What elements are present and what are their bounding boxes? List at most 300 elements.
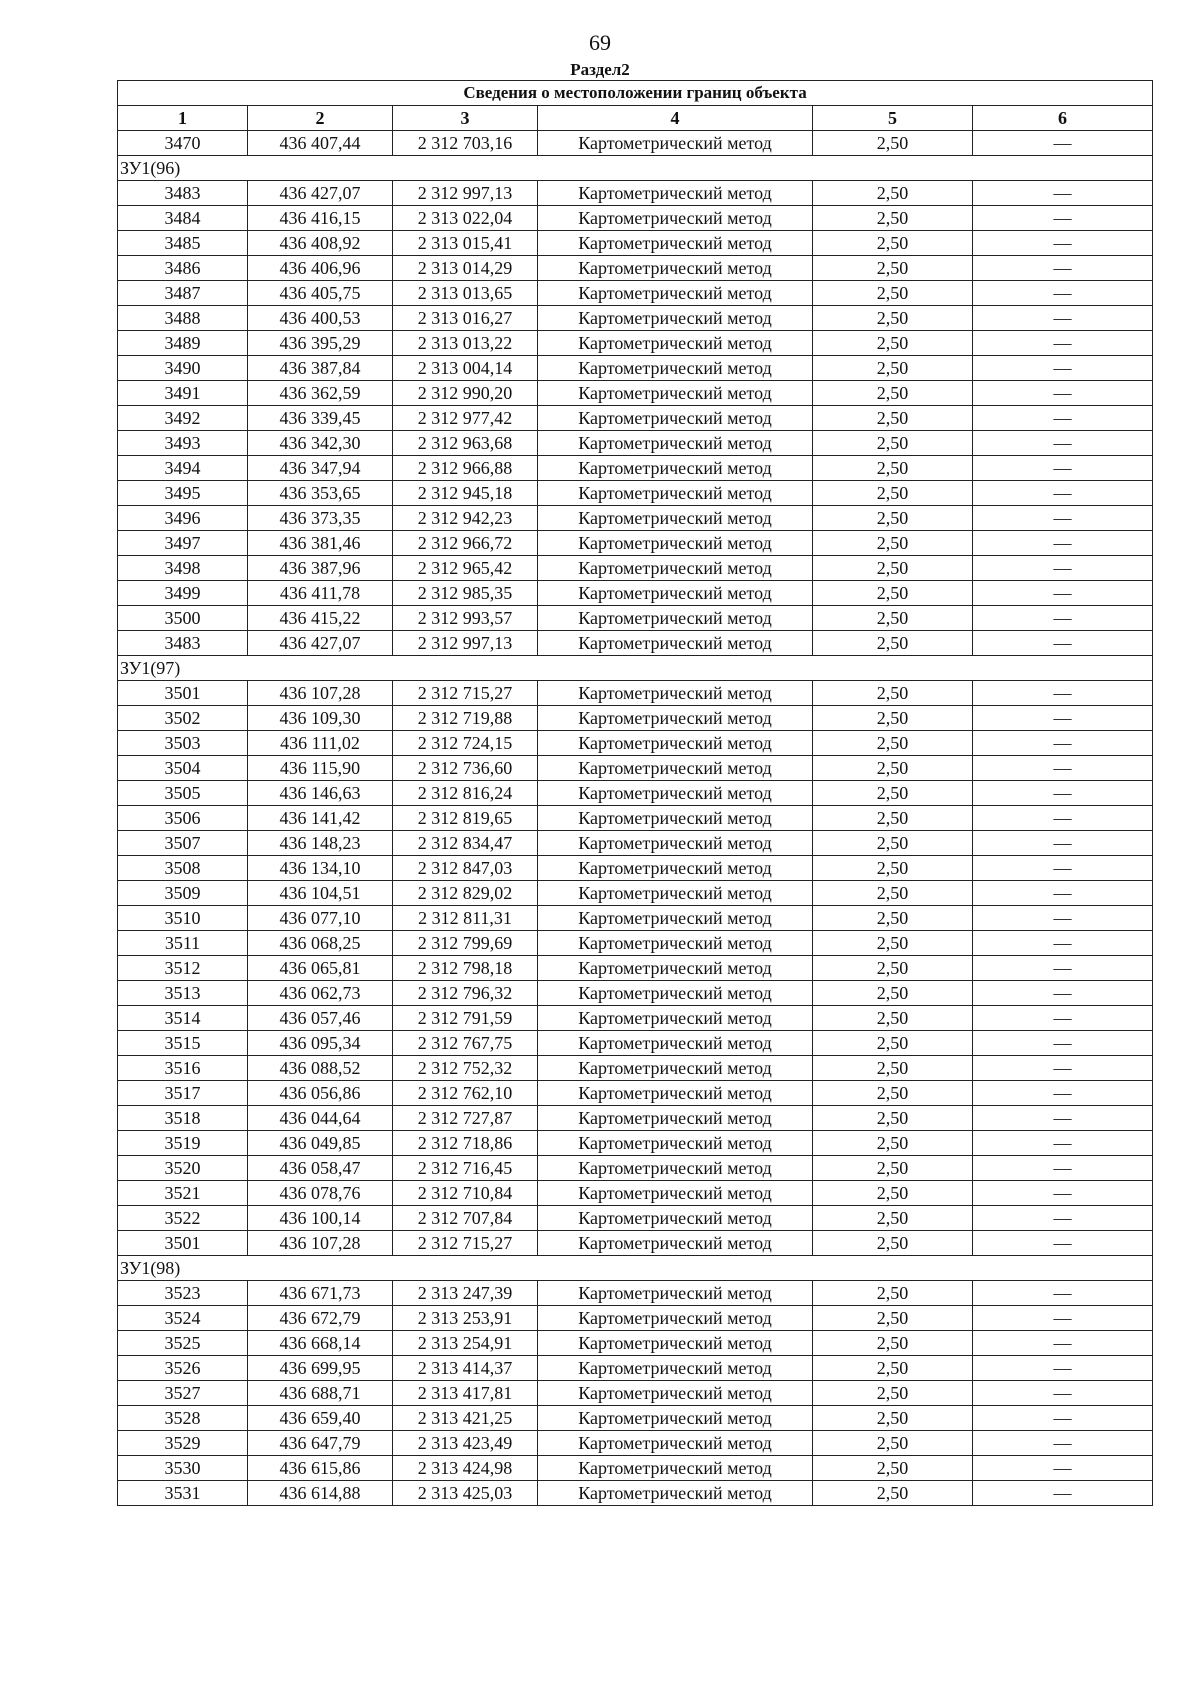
y-coordinate-cell: 2 313 421,25 [393,1406,538,1431]
table-row [118,856,1153,881]
y-coordinate-cell: 2 313 247,39 [393,1281,538,1306]
description-cell: — [973,431,1153,456]
point-number-cell: 3515 [118,1031,248,1056]
point-number-cell: 3531 [118,1481,248,1506]
point-number-cell: 3521 [118,1181,248,1206]
precision-cell: 2,50 [813,531,973,556]
description-cell: — [973,1031,1153,1056]
y-coordinate-cell: 2 312 762,10 [393,1081,538,1106]
description-cell: — [973,131,1153,156]
method-cell: Картометрический метод [538,1006,813,1031]
table-row [118,131,1153,156]
method-cell: Картометрический метод [538,281,813,306]
description-cell: — [973,1306,1153,1331]
method-cell: Картометрический метод [538,456,813,481]
y-coordinate-cell: 2 312 963,68 [393,431,538,456]
precision-cell: 2,50 [813,306,973,331]
point-number-cell: 3513 [118,981,248,1006]
y-coordinate-cell: 2 312 966,72 [393,531,538,556]
table-row [118,931,1153,956]
table-row [118,1056,1153,1081]
point-number-cell: 3497 [118,531,248,556]
precision-cell: 2,50 [813,1281,973,1306]
point-number-cell: 3523 [118,1281,248,1306]
y-coordinate-cell: 2 312 966,88 [393,456,538,481]
description-cell: — [973,481,1153,506]
y-coordinate-cell: 2 313 253,91 [393,1306,538,1331]
point-number-cell: 3499 [118,581,248,606]
table-row [118,1131,1153,1156]
table-row [118,1156,1153,1181]
method-cell: Картометрический метод [538,631,813,656]
precision-cell: 2,50 [813,1356,973,1381]
method-cell: Картометрический метод [538,131,813,156]
description-cell: — [973,1206,1153,1231]
section-title: Раздел2 [570,60,630,79]
point-number-cell: 3525 [118,1331,248,1356]
description-cell: — [973,1056,1153,1081]
precision-cell: 2,50 [813,806,973,831]
point-number-cell: 3502 [118,706,248,731]
x-coordinate-cell: 436 107,28 [248,1231,393,1256]
description-cell: — [973,1181,1153,1206]
group-row [118,1256,1153,1281]
description-cell: — [973,1081,1153,1106]
x-coordinate-cell: 436 134,10 [248,856,393,881]
page-number: 69 [589,30,611,55]
x-coordinate-cell: 436 407,44 [248,131,393,156]
y-coordinate-cell: 2 312 724,15 [393,731,538,756]
x-coordinate-cell: 436 353,65 [248,481,393,506]
method-cell: Картометрический метод [538,1181,813,1206]
x-coordinate-cell: 436 405,75 [248,281,393,306]
point-number-cell: 3511 [118,931,248,956]
x-coordinate-cell: 436 427,07 [248,631,393,656]
description-cell: — [973,606,1153,631]
column-header: 4 [538,106,813,131]
precision-cell: 2,50 [813,406,973,431]
y-coordinate-cell: 2 313 022,04 [393,206,538,231]
point-number-cell: 3486 [118,256,248,281]
precision-cell: 2,50 [813,956,973,981]
table-row [118,906,1153,931]
table-row [118,731,1153,756]
method-cell: Картометрический метод [538,806,813,831]
table-row [118,956,1153,981]
method-cell: Картометрический метод [538,406,813,431]
x-coordinate-cell: 436 077,10 [248,906,393,931]
point-number-cell: 3507 [118,831,248,856]
y-coordinate-cell: 2 312 829,02 [393,881,538,906]
point-number-cell: 3530 [118,1456,248,1481]
x-coordinate-cell: 436 339,45 [248,406,393,431]
method-cell: Картометрический метод [538,881,813,906]
description-cell: — [973,356,1153,381]
description-cell: — [973,331,1153,356]
method-cell: Картометрический метод [538,256,813,281]
y-coordinate-cell: 2 312 799,69 [393,931,538,956]
x-coordinate-cell: 436 373,35 [248,506,393,531]
precision-cell: 2,50 [813,431,973,456]
x-coordinate-cell: 436 068,25 [248,931,393,956]
y-coordinate-cell: 2 313 414,37 [393,1356,538,1381]
description-cell: — [973,1156,1153,1181]
method-cell: Картометрический метод [538,1131,813,1156]
column-header: 6 [973,106,1153,131]
method-cell: Картометрический метод [538,1281,813,1306]
column-header: 5 [813,106,973,131]
point-number-cell: 3483 [118,631,248,656]
precision-cell: 2,50 [813,931,973,956]
point-number-cell: 3501 [118,681,248,706]
method-cell: Картометрический метод [538,706,813,731]
point-number-cell: 3488 [118,306,248,331]
table-row [118,881,1153,906]
table-row [118,781,1153,806]
method-cell: Картометрический метод [538,381,813,406]
boundary-coordinates-table [117,80,1153,1506]
precision-cell: 2,50 [813,456,973,481]
y-coordinate-cell: 2 313 417,81 [393,1381,538,1406]
method-cell: Картометрический метод [538,981,813,1006]
table-row [118,681,1153,706]
x-coordinate-cell: 436 615,86 [248,1456,393,1481]
method-cell: Картометрический метод [538,681,813,706]
precision-cell: 2,50 [813,731,973,756]
table-row [118,1431,1153,1456]
table-row [118,1206,1153,1231]
y-coordinate-cell: 2 312 942,23 [393,506,538,531]
description-cell: — [973,956,1153,981]
y-coordinate-cell: 2 313 013,65 [393,281,538,306]
description-cell: — [973,631,1153,656]
x-coordinate-cell: 436 408,92 [248,231,393,256]
method-cell: Картометрический метод [538,831,813,856]
table-row [118,606,1153,631]
y-coordinate-cell: 2 312 716,45 [393,1156,538,1181]
y-coordinate-cell: 2 312 719,88 [393,706,538,731]
description-cell: — [973,706,1153,731]
precision-cell: 2,50 [813,381,973,406]
point-number-cell: 3519 [118,1131,248,1156]
description-cell: — [973,1331,1153,1356]
point-number-cell: 3490 [118,356,248,381]
x-coordinate-cell: 436 415,22 [248,606,393,631]
description-cell: — [973,406,1153,431]
method-cell: Картометрический метод [538,1406,813,1431]
point-number-cell: 3517 [118,1081,248,1106]
table-row [118,1406,1153,1431]
table-row [118,1031,1153,1056]
method-cell: Картометрический метод [538,856,813,881]
point-number-cell: 3509 [118,881,248,906]
x-coordinate-cell: 436 109,30 [248,706,393,731]
table-row [118,1356,1153,1381]
y-coordinate-cell: 2 312 798,18 [393,956,538,981]
point-number-cell: 3484 [118,206,248,231]
table-row [118,831,1153,856]
description-cell: — [973,231,1153,256]
method-cell: Картометрический метод [538,431,813,456]
precision-cell: 2,50 [813,356,973,381]
x-coordinate-cell: 436 342,30 [248,431,393,456]
description-cell: — [973,456,1153,481]
table-row [118,456,1153,481]
precision-cell: 2,50 [813,681,973,706]
x-coordinate-cell: 436 699,95 [248,1356,393,1381]
point-number-cell: 3518 [118,1106,248,1131]
x-coordinate-cell: 436 078,76 [248,1181,393,1206]
description-cell: — [973,181,1153,206]
table-row [118,1231,1153,1256]
description-cell: — [973,206,1153,231]
point-number-cell: 3512 [118,956,248,981]
method-cell: Картометрический метод [538,231,813,256]
precision-cell: 2,50 [813,1481,973,1506]
y-coordinate-cell: 2 312 834,47 [393,831,538,856]
precision-cell: 2,50 [813,1006,973,1031]
table-row [118,1281,1153,1306]
description-cell: — [973,1006,1153,1031]
y-coordinate-cell: 2 312 965,42 [393,556,538,581]
description-cell: — [973,381,1153,406]
x-coordinate-cell: 436 062,73 [248,981,393,1006]
x-coordinate-cell: 436 400,53 [248,306,393,331]
method-cell: Картометрический метод [538,781,813,806]
table-row [118,531,1153,556]
method-cell: Картометрический метод [538,756,813,781]
table-row [118,1081,1153,1106]
x-coordinate-cell: 436 647,79 [248,1431,393,1456]
table-row [118,756,1153,781]
point-number-cell: 3496 [118,506,248,531]
y-coordinate-cell: 2 312 767,75 [393,1031,538,1056]
point-number-cell: 3492 [118,406,248,431]
point-number-cell: 3500 [118,606,248,631]
y-coordinate-cell: 2 313 425,03 [393,1481,538,1506]
y-coordinate-cell: 2 313 013,22 [393,331,538,356]
table-row [118,481,1153,506]
x-coordinate-cell: 436 387,96 [248,556,393,581]
precision-cell: 2,50 [813,1406,973,1431]
description-cell: — [973,506,1153,531]
x-coordinate-cell: 436 065,81 [248,956,393,981]
precision-cell: 2,50 [813,181,973,206]
method-cell: Картометрический метод [538,1306,813,1331]
precision-cell: 2,50 [813,256,973,281]
method-cell: Картометрический метод [538,906,813,931]
method-cell: Картометрический метод [538,1431,813,1456]
description-cell: — [973,581,1153,606]
precision-cell: 2,50 [813,1431,973,1456]
x-coordinate-cell: 436 668,14 [248,1331,393,1356]
table-row [118,331,1153,356]
y-coordinate-cell: 2 313 254,91 [393,1331,538,1356]
description-cell: — [973,256,1153,281]
precision-cell: 2,50 [813,1056,973,1081]
point-number-cell: 3493 [118,431,248,456]
x-coordinate-cell: 436 044,64 [248,1106,393,1131]
method-cell: Картометрический метод [538,506,813,531]
description-cell: — [973,1231,1153,1256]
x-coordinate-cell: 436 416,15 [248,206,393,231]
description-cell: — [973,731,1153,756]
method-cell: Картометрический метод [538,331,813,356]
x-coordinate-cell: 436 115,90 [248,756,393,781]
point-number-cell: 3501 [118,1231,248,1256]
description-cell: — [973,931,1153,956]
description-cell: — [973,531,1153,556]
table-row [118,1481,1153,1506]
y-coordinate-cell: 2 312 945,18 [393,481,538,506]
y-coordinate-cell: 2 313 016,27 [393,306,538,331]
point-number-cell: 3495 [118,481,248,506]
point-number-cell: 3527 [118,1381,248,1406]
description-cell: — [973,781,1153,806]
point-number-cell: 3470 [118,131,248,156]
y-coordinate-cell: 2 313 014,29 [393,256,538,281]
description-cell: — [973,831,1153,856]
y-coordinate-cell: 2 312 736,60 [393,756,538,781]
x-coordinate-cell: 436 095,34 [248,1031,393,1056]
precision-cell: 2,50 [813,1381,973,1406]
precision-cell: 2,50 [813,906,973,931]
description-cell: — [973,1131,1153,1156]
y-coordinate-cell: 2 312 985,35 [393,581,538,606]
table-row [118,1006,1153,1031]
group-label: ЗУ1(98) [118,1256,1153,1281]
precision-cell: 2,50 [813,1331,973,1356]
description-cell: — [973,1381,1153,1406]
description-cell: — [973,906,1153,931]
y-coordinate-cell: 2 312 847,03 [393,856,538,881]
y-coordinate-cell: 2 313 004,14 [393,356,538,381]
precision-cell: 2,50 [813,781,973,806]
y-coordinate-cell: 2 313 015,41 [393,231,538,256]
table-caption-row [118,81,1153,106]
point-number-cell: 3498 [118,556,248,581]
precision-cell: 2,50 [813,1206,973,1231]
y-coordinate-cell: 2 312 710,84 [393,1181,538,1206]
x-coordinate-cell: 436 362,59 [248,381,393,406]
precision-cell: 2,50 [813,631,973,656]
precision-cell: 2,50 [813,706,973,731]
method-cell: Картометрический метод [538,931,813,956]
table-row [118,506,1153,531]
method-cell: Картометрический метод [538,181,813,206]
y-coordinate-cell: 2 312 997,13 [393,631,538,656]
x-coordinate-cell: 436 107,28 [248,681,393,706]
table-row [118,1381,1153,1406]
x-coordinate-cell: 436 100,14 [248,1206,393,1231]
table-row [118,1106,1153,1131]
y-coordinate-cell: 2 312 796,32 [393,981,538,1006]
method-cell: Картометрический метод [538,581,813,606]
table-row [118,306,1153,331]
point-number-cell: 3504 [118,756,248,781]
method-cell: Картометрический метод [538,1481,813,1506]
description-cell: — [973,1431,1153,1456]
precision-cell: 2,50 [813,881,973,906]
precision-cell: 2,50 [813,831,973,856]
point-number-cell: 3516 [118,1056,248,1081]
x-coordinate-cell: 436 671,73 [248,1281,393,1306]
point-number-cell: 3526 [118,1356,248,1381]
x-coordinate-cell: 436 111,02 [248,731,393,756]
description-cell: — [973,981,1153,1006]
method-cell: Картометрический метод [538,1356,813,1381]
x-coordinate-cell: 436 347,94 [248,456,393,481]
column-header: 2 [248,106,393,131]
method-cell: Картометрический метод [538,956,813,981]
description-cell: — [973,856,1153,881]
method-cell: Картометрический метод [538,1156,813,1181]
description-cell: — [973,881,1153,906]
method-cell: Картометрический метод [538,1456,813,1481]
x-coordinate-cell: 436 614,88 [248,1481,393,1506]
method-cell: Картометрический метод [538,1056,813,1081]
y-coordinate-cell: 2 313 424,98 [393,1456,538,1481]
y-coordinate-cell: 2 312 715,27 [393,1231,538,1256]
table-row [118,231,1153,256]
y-coordinate-cell: 2 312 990,20 [393,381,538,406]
description-cell: — [973,1406,1153,1431]
table-row [118,1456,1153,1481]
precision-cell: 2,50 [813,1031,973,1056]
x-coordinate-cell: 436 146,63 [248,781,393,806]
y-coordinate-cell: 2 312 752,32 [393,1056,538,1081]
point-number-cell: 3508 [118,856,248,881]
table-row [118,1181,1153,1206]
method-cell: Картометрический метод [538,356,813,381]
table-caption: Сведения о местоположении границ объекта [118,81,1153,106]
x-coordinate-cell: 436 058,47 [248,1156,393,1181]
table-row [118,431,1153,456]
point-number-cell: 3485 [118,231,248,256]
column-header: 1 [118,106,248,131]
method-cell: Картометрический метод [538,1031,813,1056]
y-coordinate-cell: 2 312 977,42 [393,406,538,431]
precision-cell: 2,50 [813,1306,973,1331]
x-coordinate-cell: 436 395,29 [248,331,393,356]
x-coordinate-cell: 436 088,52 [248,1056,393,1081]
description-cell: — [973,1106,1153,1131]
precision-cell: 2,50 [813,1156,973,1181]
y-coordinate-cell: 2 312 718,86 [393,1131,538,1156]
method-cell: Картометрический метод [538,1106,813,1131]
table-row [118,281,1153,306]
table-row [118,806,1153,831]
method-cell: Картометрический метод [538,206,813,231]
precision-cell: 2,50 [813,856,973,881]
method-cell: Картометрический метод [538,1081,813,1106]
precision-cell: 2,50 [813,1456,973,1481]
x-coordinate-cell: 436 104,51 [248,881,393,906]
point-number-cell: 3505 [118,781,248,806]
x-coordinate-cell: 436 056,86 [248,1081,393,1106]
precision-cell: 2,50 [813,281,973,306]
table-row [118,256,1153,281]
method-cell: Картометрический метод [538,531,813,556]
column-header-row [118,106,1153,131]
table-row [118,706,1153,731]
table-row [118,981,1153,1006]
point-number-cell: 3514 [118,1006,248,1031]
x-coordinate-cell: 436 659,40 [248,1406,393,1431]
y-coordinate-cell: 2 313 423,49 [393,1431,538,1456]
description-cell: — [973,681,1153,706]
precision-cell: 2,50 [813,331,973,356]
